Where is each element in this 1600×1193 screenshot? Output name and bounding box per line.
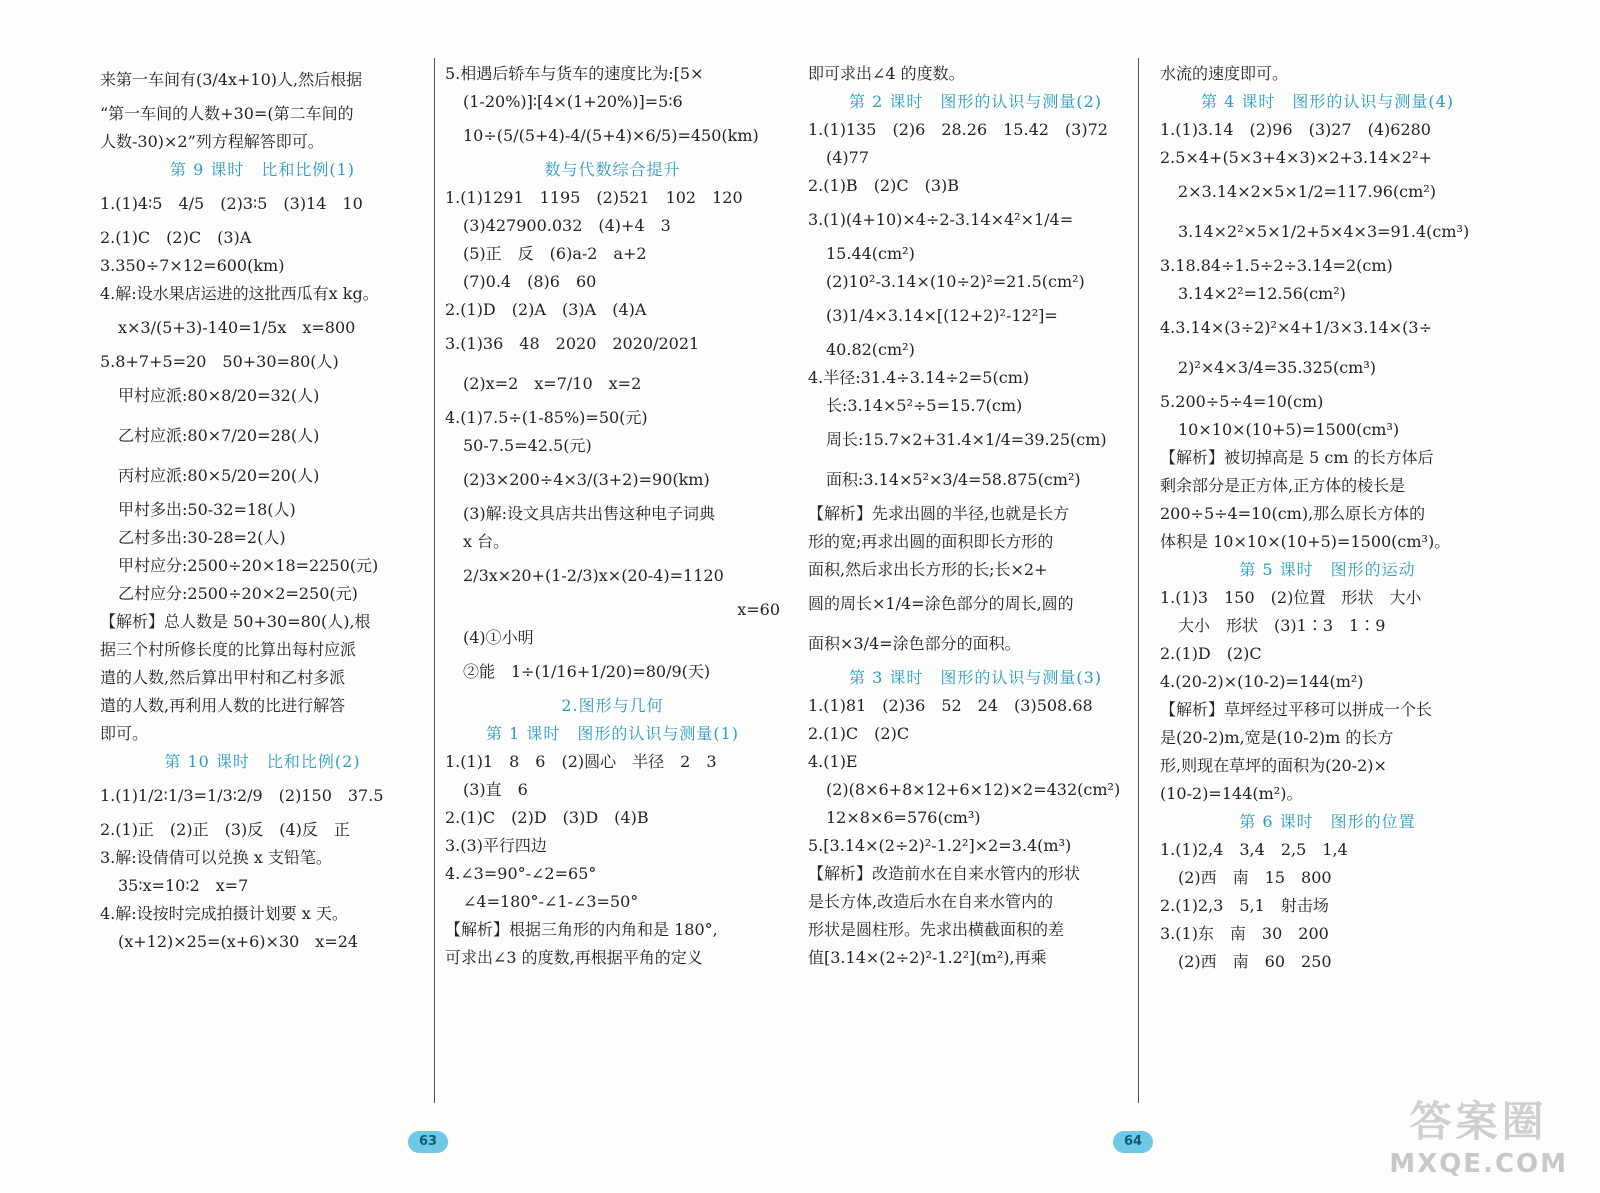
answer-line: 3.(1)(4+10)×4÷2-3.14×4²×1/4= (808, 210, 1074, 229)
answer-line: 3.14×2²=12.56(cm²) (1178, 284, 1346, 303)
answer-line: 丙村应派:80×5/20=20(人) (118, 466, 320, 485)
answer-line: 2.(1)正 (2)正 (3)反 (4)反 正 (100, 820, 350, 839)
answer-line: 1.(1)1 8 6 (2)圆心 半径 2 3 (445, 752, 717, 771)
answer-line: 即可。 (100, 724, 149, 743)
answer-line: 面积×3/4=涂色部分的面积。 (808, 634, 1021, 653)
answer-line: (1-20%)]∶[4×(1+20%)]=5∶6 (463, 92, 683, 111)
answer-line: 【解析】被切掉高是 5 cm 的长方体后 (1160, 448, 1434, 467)
section-heading: 第 9 课时 比和比例(1) (169, 160, 356, 179)
answer-line: (3)解:设文具店共出售这种电子词典 (463, 504, 716, 523)
answer-line: 2.(1)C (2)C (808, 724, 910, 743)
answer-line: 2.(1)D (2)C (1160, 644, 1262, 663)
answer-line: 4.半径:31.4÷3.14÷2=5(cm) (808, 368, 1030, 387)
answer-line: 大小 形状 (3)1∶3 1∶9 (1178, 616, 1386, 635)
watermark-url: MXQE.COM (1389, 1149, 1568, 1179)
answer-line: (2)x=2 x=7/10 x=2 (463, 374, 642, 393)
answer-line: (4)①小明 (463, 628, 534, 647)
answer-line: 4.(1)7.5÷(1-85%)=50(元) (445, 408, 648, 427)
answer-line: 3.14×2²×5×1/2+5×4×3=91.4(cm³) (1178, 222, 1470, 241)
answer-line: 3.(1)东 南 30 200 (1160, 924, 1329, 943)
answer-line: (10-2)=144(m²)。 (1160, 784, 1303, 803)
answer-line: 2.5×4+(5×3+4×3)×2+3.14×2²+ (1160, 148, 1432, 167)
answer-line: 乙村应派:80×7/20=28(人) (118, 426, 320, 445)
answer-line: 剩余部分是正方体,正方体的棱长是 (1160, 476, 1406, 495)
answer-line: 10÷(5/(5+4)-4/(5+4)×6/5)=450(km) (463, 126, 759, 145)
answer-line: 12×8×6=576(cm³) (826, 808, 981, 827)
answer-line: 【解析】先求出圆的半径,也就是长方 (808, 504, 1070, 523)
answer-line: 50-7.5=42.5(元) (463, 436, 592, 455)
answer-line: 值[3.14×(2÷2)²-1.2²](m²),再乘 (808, 948, 1047, 967)
answer-line: 形状是圆柱形。先求出横截面积的差 (808, 920, 1065, 939)
answer-line: 甲村应分:2500÷20×18=2250(元) (118, 556, 379, 575)
answer-line: 乙村多出:30-28=2(人) (118, 528, 286, 547)
answer-line: (4)77 (826, 148, 870, 167)
answer-line: 2.(1)C (2)D (3)D (4)B (445, 808, 649, 827)
answer-line: 2)²×4×3/4=35.325(cm³) (1178, 358, 1376, 377)
answer-line: 4.3.14×(3÷2)²×4+1/3×3.14×(3÷ (1160, 318, 1432, 337)
answer-line: x 台。 (463, 532, 510, 551)
section-heading: 数与代数综合提升 (544, 160, 681, 179)
answer-line: 是(20-2)m,宽是(10-2)m 的长方 (1160, 728, 1394, 747)
page-number-left: 63 (408, 1131, 448, 1153)
answer-line: 4.(20-2)×(10-2)=144(m²) (1160, 672, 1364, 691)
answer-line: 来第一车间有(3/4x+10)人,然后根据 (100, 70, 363, 89)
answer-line: (2)西 南 15 800 (1178, 868, 1332, 887)
answer-line: 1.(1)81 (2)36 52 24 (3)508.68 (808, 696, 1093, 715)
answer-line: 甲村多出:50-32=18(人) (118, 500, 296, 519)
answer-line: 1.(1)1/2∶1/3=1/3∶2/9 (2)150 37.5 (100, 786, 384, 805)
column-2 (445, 60, 780, 972)
section-heading: 第 6 课时 图形的位置 (1239, 812, 1416, 831)
answer-line: 面积,然后求出长方形的长;长×2+ (808, 560, 1048, 579)
answer-line: 3.解:设倩倩可以兑换 x 支铅笔。 (100, 848, 332, 867)
answer-line: ②能 1÷(1/16+1/20)=80/9(天) (463, 662, 711, 681)
answer-line: (3)1/4×3.14×[(12+2)²-12²]= (826, 306, 1058, 325)
section-heading: 第 1 课时 图形的认识与测量(1) (485, 724, 740, 743)
section-heading: 第 5 课时 图形的运动 (1239, 560, 1416, 579)
answer-line: 3.(1)36 48 2020 2020/2021 (445, 334, 700, 353)
answer-line: x×3/(5+3)-140=1/5x x=800 (118, 318, 356, 337)
answer-line: ∠4=180°-∠1-∠3=50° (463, 892, 639, 911)
column-3 (808, 60, 1143, 972)
answer-line: 1.(1)2,4 3,4 2,5 1,4 (1160, 840, 1348, 859)
answer-line: 【解析】草坪经过平移可以拼成一个长 (1160, 700, 1433, 719)
page-number-right: 64 (1113, 1131, 1153, 1153)
answer-line: 【解析】总人数是 50+30=80(人),根 (100, 612, 371, 631)
answer-line: 3.(3)平行四边 (445, 836, 547, 855)
answer-line: (3)427900.032 (4)+4 3 (463, 216, 671, 235)
section-heading: 第 10 课时 比和比例(2) (164, 752, 361, 771)
answer-line: (5)正 反 (6)a-2 a+2 (463, 244, 647, 263)
answer-line: 3.18.84÷1.5÷2÷3.14=2(cm) (1160, 256, 1393, 275)
answer-line: 乙村应分:2500÷20×2=250(元) (118, 584, 358, 603)
answer-line: (3)直 6 (463, 780, 528, 799)
answer-line: 【解析】改造前水在自来水管内的形状 (808, 864, 1081, 883)
answer-line: 35∶x=10∶2 x=7 (118, 876, 249, 895)
answer-line: 面积:3.14×5²×3/4=58.875(cm²) (826, 470, 1081, 489)
answer-line: 形,则现在草坪的面积为(20-2)× (1160, 756, 1387, 775)
answer-line: 体积是 10×10×(10+5)=1500(cm³)。 (1160, 532, 1451, 551)
answer-line: 遣的人数,然后算出甲村和乙村多派 (100, 668, 346, 687)
answer-line: 5.8+7+5=20 50+30=80(人) (100, 352, 339, 371)
section-heading: 第 2 课时 图形的认识与测量(2) (848, 92, 1103, 111)
answer-line: (x+12)×25=(x+6)×30 x=24 (118, 932, 359, 951)
answer-line: 1.(1)1291 1195 (2)521 102 120 (445, 188, 743, 207)
answer-line: 周长:15.7×2+31.4×1/4=39.25(cm) (826, 430, 1107, 449)
answer-line: 4.解:设水果店运进的这批西瓜有x kg。 (100, 284, 379, 303)
answer-line: 1.(1)3.14 (2)96 (3)27 (4)6280 (1160, 120, 1431, 139)
answer-line: 3.350÷7×12=600(km) (100, 256, 285, 275)
answer-line: 2.(1)B (2)C (3)B (808, 176, 960, 195)
answer-line: 1.(1)3 150 (2)位置 形状 大小 (1160, 588, 1422, 607)
answer-line: 长:3.14×5²÷5=15.7(cm) (826, 396, 1023, 415)
section-heading: 第 4 课时 图形的认识与测量(4) (1200, 92, 1455, 111)
answer-line: 2.(1)C (2)C (3)A (100, 228, 252, 247)
answer-line: (2)(8×6+8×12+6×12)×2=432(cm²) (826, 780, 1121, 799)
answer-line: 是长方体,改造后水在自来水管内的 (808, 892, 1054, 911)
column-1 (100, 60, 425, 956)
answer-line: 4.∠3=90°-∠2=65° (445, 864, 597, 883)
answer-line: “第一车间的人数+30=(第二车间的 (100, 104, 354, 123)
answer-line: 4.解:设按时完成拍摄计划要 x 天。 (100, 904, 348, 923)
answer-line: x=60 (737, 600, 780, 619)
answer-line: 人数-30)×2”列方程解答即可。 (100, 132, 324, 151)
answer-line: 200÷5÷4=10(cm),那么原长方体的 (1160, 504, 1426, 523)
answer-line: 即可求出∠4 的度数。 (808, 64, 965, 83)
answer-line: 据三个村所修长度的比算出每村应派 (100, 640, 357, 659)
answer-line: 1.(1)4∶5 4/5 (2)3∶5 (3)14 10 (100, 194, 363, 213)
watermark-logo-text: 答案圈 (1409, 1097, 1548, 1146)
answer-line: 水流的速度即可。 (1160, 64, 1289, 83)
answer-line: 形的宽;再求出圆的面积即长方形的 (808, 532, 1054, 551)
watermark (1389, 1089, 1568, 1179)
answer-line: 5.[3.14×(2÷2)²-1.2²]×2=3.4(m³) (808, 836, 1072, 855)
answer-line: (2)10²-3.14×(10÷2)²=21.5(cm²) (826, 272, 1085, 291)
answer-line: 遣的人数,再利用人数的比进行解答 (100, 696, 346, 715)
answer-line: 2.(1)D (2)A (3)A (4)A (445, 300, 647, 319)
section-heading: 2.图形与几何 (561, 696, 664, 715)
section-heading: 第 3 课时 图形的认识与测量(3) (848, 668, 1103, 687)
answer-line: 2/3x×20+(1-2/3)x×(20-4)=1120 (463, 566, 724, 585)
answer-line: 4.(1)E (808, 752, 858, 771)
answer-line: 甲村应派:80×8/20=32(人) (118, 386, 320, 405)
column-4 (1160, 60, 1495, 976)
answer-line: (7)0.4 (8)6 60 (463, 272, 597, 291)
column-divider (434, 58, 435, 1103)
answer-line: 【解析】根据三角形的内角和是 180°, (445, 920, 718, 939)
answer-line: 15.44(cm²) (826, 244, 915, 263)
answer-line: 2.(1)2,3 5,1 射击场 (1160, 896, 1329, 915)
answer-line: 5.200÷5÷4=10(cm) (1160, 392, 1324, 411)
answer-line: 40.82(cm²) (826, 340, 915, 359)
answer-line: (2)3×200÷4×3/(3+2)=90(km) (463, 470, 710, 489)
answer-line: 2×3.14×2×5×1/2=117.96(cm²) (1178, 182, 1436, 201)
answer-line: 1.(1)135 (2)6 28.26 15.42 (3)72 (808, 120, 1108, 139)
answer-line: 5.相遇后轿车与货车的速度比为:[5× (445, 64, 704, 83)
answer-line: 圆的周长×1/4=涂色部分的周长,圆的 (808, 594, 1074, 613)
answer-line: (2)西 南 60 250 (1178, 952, 1332, 971)
answer-line: 可求出∠3 的度数,再根据平角的定义 (445, 948, 703, 967)
answer-line: 10×10×(10+5)=1500(cm³) (1178, 420, 1400, 439)
